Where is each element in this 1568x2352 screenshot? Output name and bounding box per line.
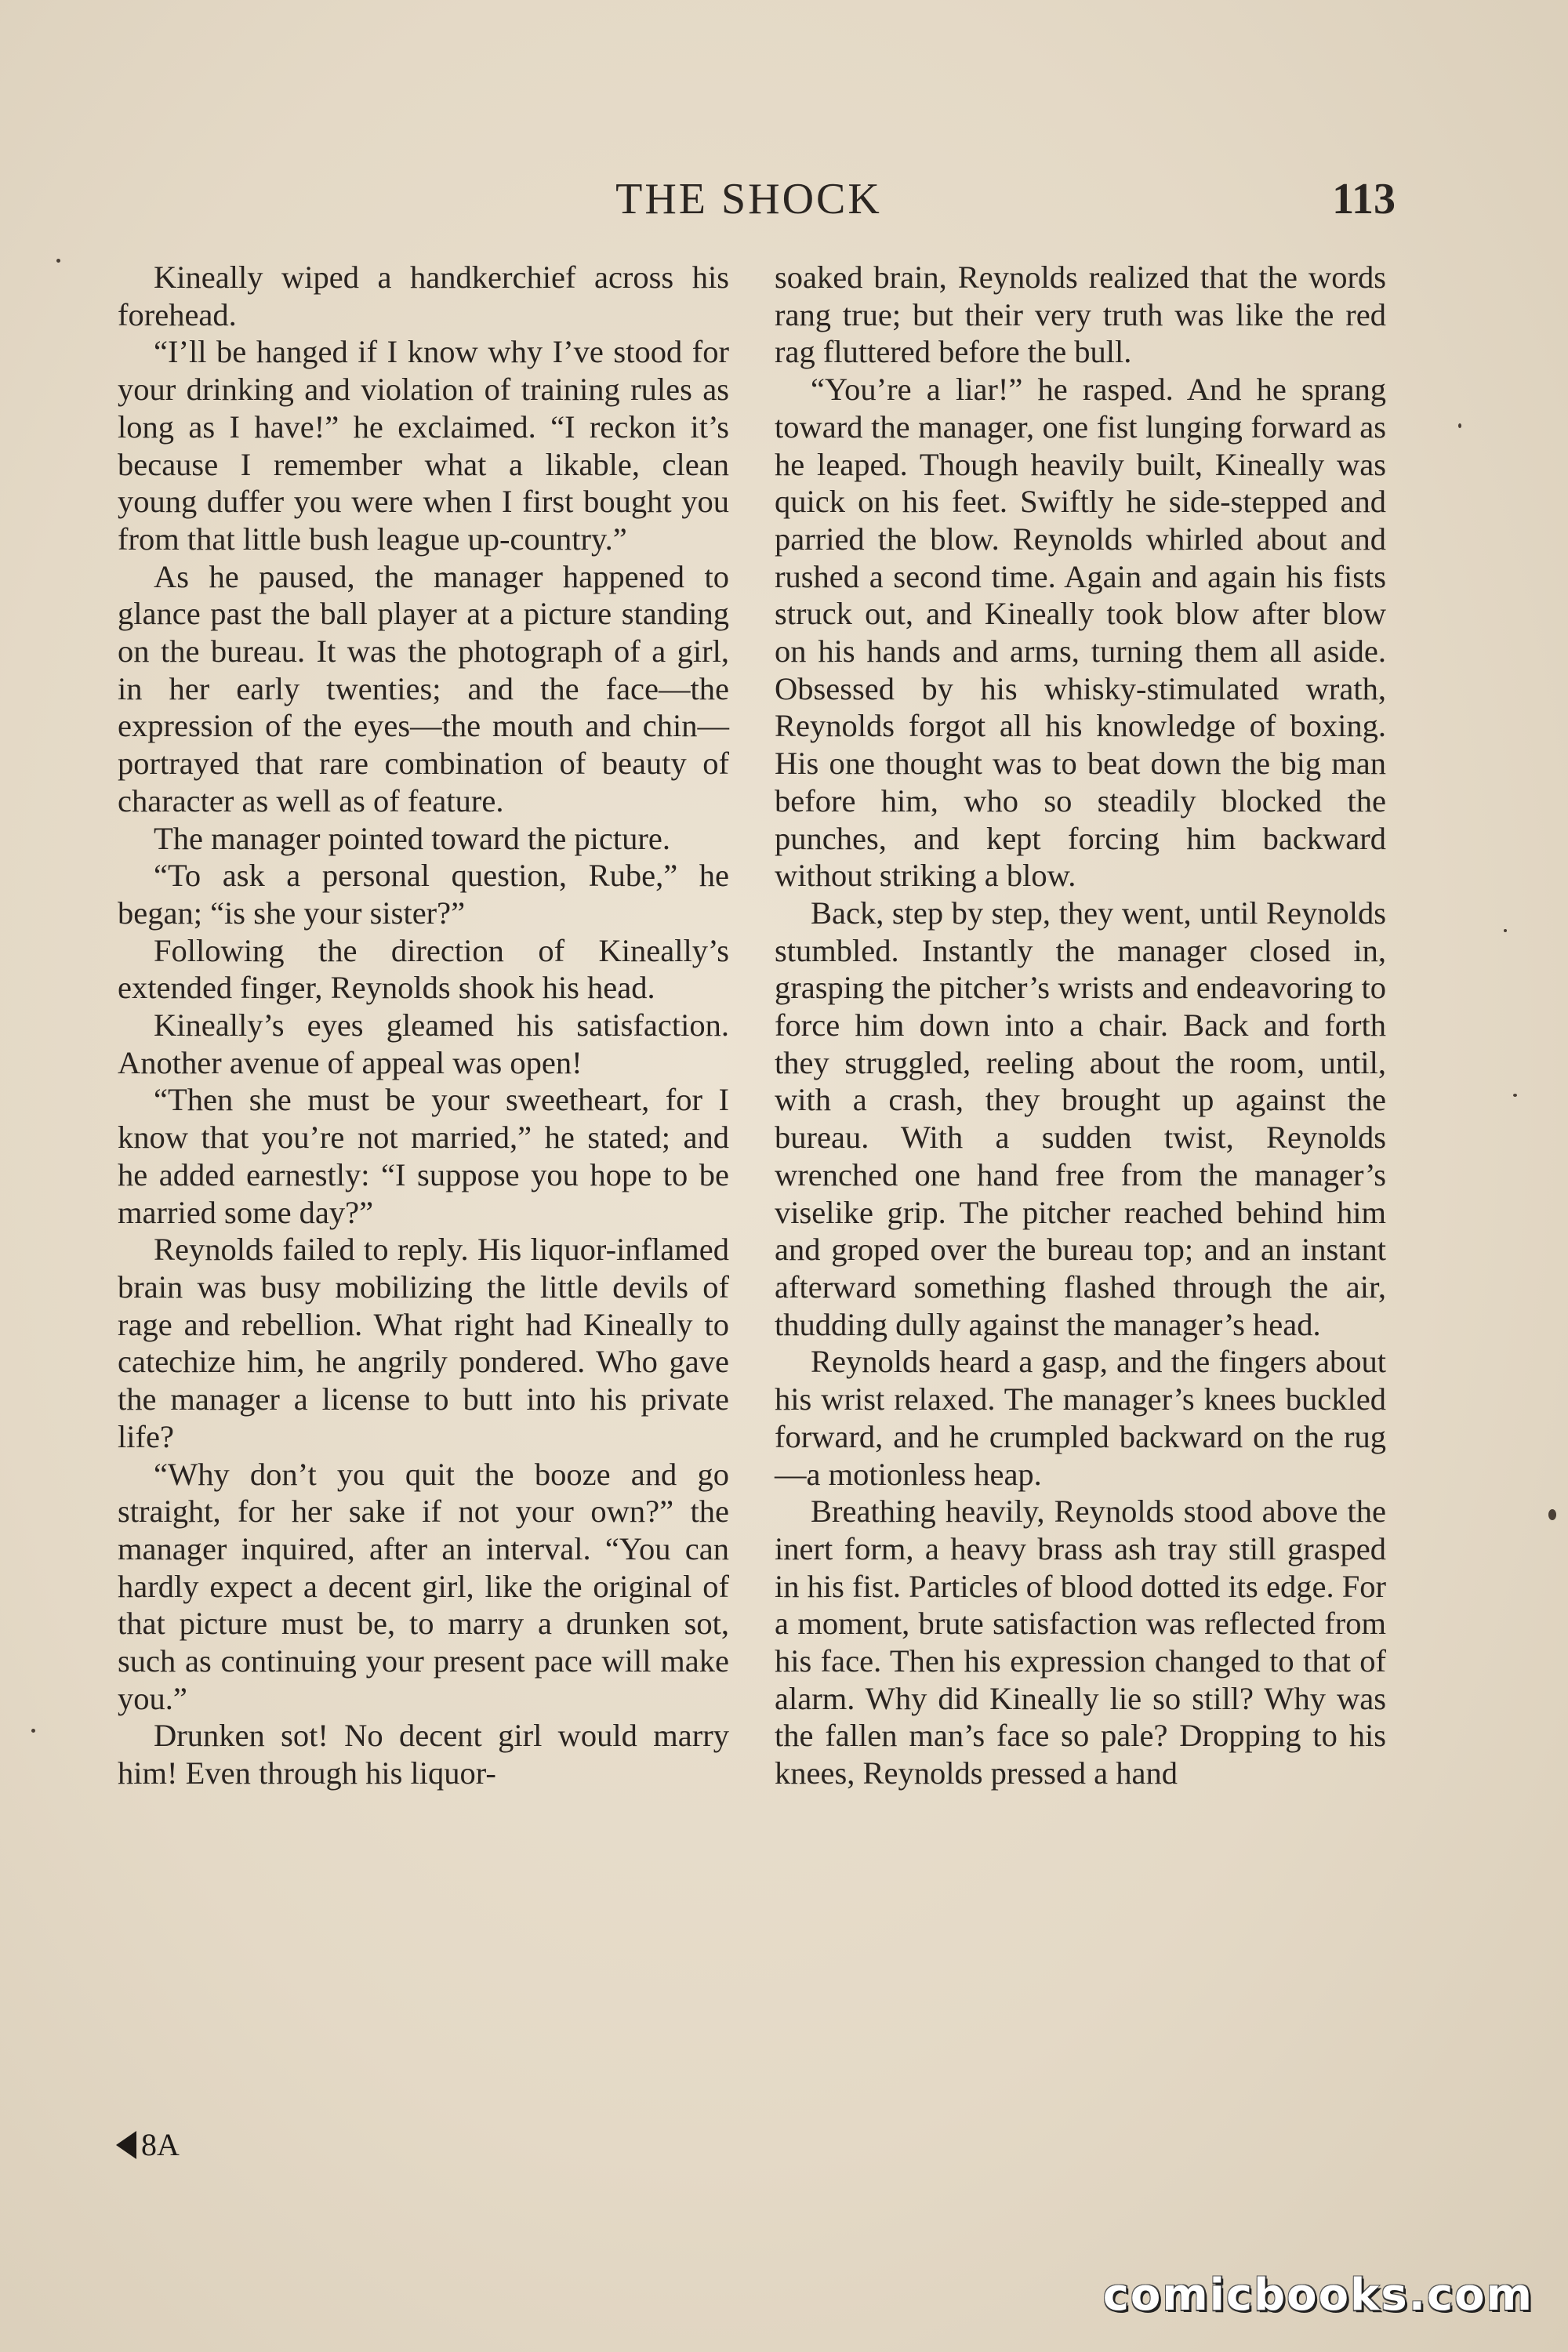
- running-title: THE SHOCK: [615, 175, 882, 223]
- page-number: 113: [1332, 175, 1396, 223]
- paragraph: Following the direction of Kineally’s extended finger, Reynolds shook his head.: [118, 932, 729, 1006]
- paragraph: Reynolds failed to reply. His liquor-inflamed brain was busy mobilizing the little devils of rage and rebellion. What right had Kineally to catechize him, he angrily pondered. Who gave the manager a license to butt into his private life?: [118, 1232, 729, 1454]
- paragraph: “I’ll be hanged if I know why I’ve stood for your drinking and violation of training rules as long as I have!” he exclaimed. “I reckon it’s because I remember what a likable, clean young duffer you were when I first bought you from that little bush league up-country.”: [118, 334, 729, 557]
- paper-speck: [1548, 1509, 1556, 1520]
- paragraph: Back, step by step, they went, until Reynolds stumbled. Instantly the manager closed in, grasping the pitcher’s wrists and endeavoring to force him down into a chair. Back and forth they struggled, reeling about the room, until, with a crash, they brought up against the bureau. With a sudden twist, Reynolds wrenched one hand free from the manager’s viselike grip. The pitcher reached behind him and groped over the bureau top; and an instant afterward something flashed through the air, thudding dully against the manager’s head.: [775, 895, 1386, 1342]
- paragraph: “Then she must be your sweetheart, for I know that you’re not married,” he stated; and he added earnestly: “I suppose you hope to be married some day?”: [118, 1082, 729, 1230]
- paragraph: Breathing heavily, Reynolds stood above the inert form, a heavy brass ash tray still grasped in his fist. Particles of blood dotted its edge. For a moment, brute satisfaction was reflected from his face. Then his expression changed to that of alarm. Why did Kineally lie so still? Why was the fallen man’s face so pale? Dropping to his knees, Reynolds pressed a hand: [775, 1494, 1386, 1791]
- paper-speck: [1504, 929, 1507, 932]
- paragraph: “You’re a liar!” he rasped. And he sprang toward the manager, one fist lunging forward as he leaped. Though heavily built, Kineally was quick on his feet. Swiftly he side-stepped and parried the blow. Reynolds whirled about and rushed a second time. Again and again his fists struck out, and Kineally took blow after blow on his hands and arms, turning them all aside. Obsessed by his whisky-stimulated wrath, Reynolds forgot all his knowledge of boxing. His one thought was to beat down the big man before him, who so steadily blocked the punches, and kept forcing him backward without striking a blow.: [775, 372, 1386, 894]
- paper-speck: [1458, 423, 1461, 428]
- paragraph: Drunken sot! No decent girl would marry him! Even through his liquor-: [118, 1718, 729, 1791]
- paragraph: Kineally wiped a handkerchief across his forehead.: [118, 260, 729, 332]
- paper-speck: [56, 259, 60, 263]
- paper-speck: [1513, 1094, 1517, 1097]
- paragraph: As he paused, the manager happened to glance past the ball player at a picture standing on the bureau. It was the photograph of a girl, in her early twenties; and the face—the expression of the eyes—the mouth and chin—portrayed that rare combination of beauty of character as well as of feature.: [118, 558, 729, 818]
- paragraph: soaked brain, Reynolds realized that the words rang true; but their very truth was like the red rag fluttered before the bull.: [775, 260, 1386, 370]
- signature-arrow-icon: [116, 2131, 136, 2159]
- paragraph: “To ask a personal question, Rube,” he began; “is she your sister?”: [118, 858, 729, 931]
- paragraph: “Why don’t you quit the booze and go straight, for her sake if not your own?” the manager inquired, after an interval. “You can hardly expect a decent girl, like the original of that picture must be, to marry a drunken sot, such as continuing your present pace will make you.”: [118, 1456, 729, 1716]
- printer-signature-mark: [116, 2126, 180, 2163]
- page-header: [102, 174, 1396, 229]
- signature-label: 8A: [141, 2127, 180, 2162]
- left-column: [118, 259, 729, 1792]
- paragraph: Kineally’s eyes gleamed his satisfaction. Another avenue of appeal was open!: [118, 1007, 729, 1080]
- paper-speck: [31, 1729, 35, 1733]
- paragraph: Reynolds heard a gasp, and the fingers about his wrist relaxed. The manager’s knees buckled forward, and he crumpled backward on the rug—a motionless heap.: [775, 1344, 1386, 1492]
- site-watermark: comicbooks.com: [1102, 2270, 1534, 2321]
- right-column: [775, 259, 1386, 1792]
- paragraph: The manager pointed toward the picture.: [154, 820, 670, 856]
